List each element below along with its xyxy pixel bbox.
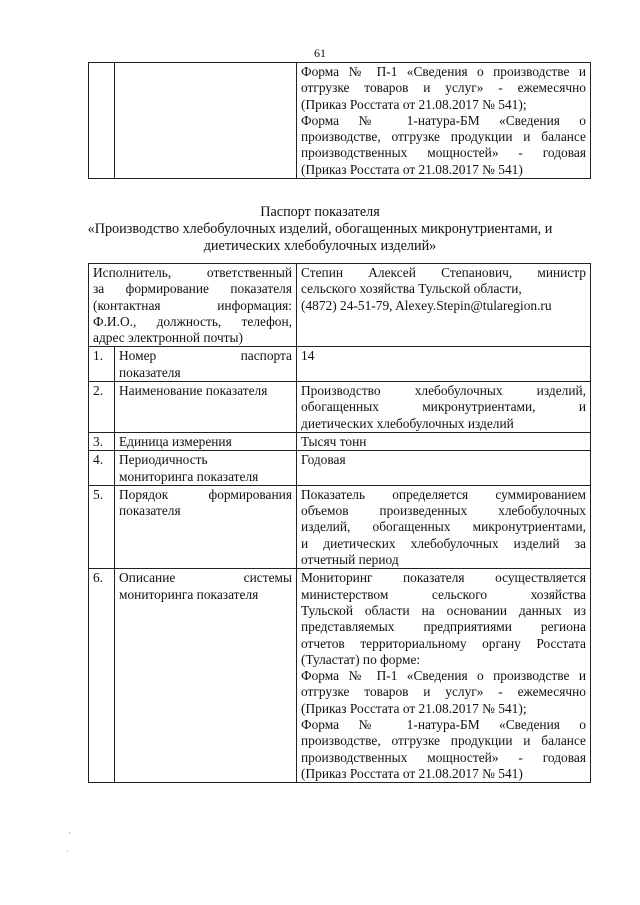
row-label-line: Порядок формирования xyxy=(119,486,292,502)
row-value-line: (Приказ Росстата от 21.08.2017 № 541) xyxy=(301,765,523,781)
table-row-1 xyxy=(89,347,591,382)
row-value-line: (Туластат) по форме: xyxy=(301,651,421,667)
row-value xyxy=(297,569,591,783)
row-value-line: диетических хлебобулочных изделий xyxy=(301,415,514,431)
table-row-3 xyxy=(89,432,591,450)
row-value-line: и диетических хлебобулочных изделий за xyxy=(301,535,586,551)
executor-label-line: Исполнитель, ответственный xyxy=(93,265,292,280)
row-value-line: производственных мощностей» - годовая xyxy=(301,749,586,765)
continuation-table xyxy=(88,62,591,179)
row-value xyxy=(297,347,591,382)
continuation-value-cell xyxy=(297,63,591,179)
row-number: 6. xyxy=(89,569,115,783)
row-value-line: 14 xyxy=(301,348,315,364)
executor-label-line: (контактная информация: xyxy=(93,297,292,313)
row-value-line: министерством сельского хозяйства xyxy=(301,586,586,602)
executor-value-line: Степин Алексей Степанович, министр xyxy=(301,265,586,280)
continuation-line: (Приказ Росстата от 21.08.2017 № 541); xyxy=(301,96,527,112)
table-row-2 xyxy=(89,382,591,433)
row-value-line: представляемых предприятиями региона xyxy=(301,619,586,635)
row-value-line: отгрузке товаров и услуг» - ежемесячно xyxy=(301,684,586,700)
scan-speck: ˌ xyxy=(66,842,69,852)
row-value-line: Мониторинг показателя осуществляется xyxy=(301,570,586,586)
row-value-line: Форма № П-1 «Сведения о производстве и xyxy=(301,668,586,684)
row-label xyxy=(115,432,297,450)
continuation-label-cell xyxy=(115,63,297,179)
continuation-line: производстве, отгрузке продукции и балансе xyxy=(301,129,586,145)
row-label-line: мониторинга показателя xyxy=(119,586,259,602)
row-value-line: (Приказ Росстата от 21.08.2017 № 541); xyxy=(301,700,527,716)
row-value-line: Тысяч тонн xyxy=(301,433,367,449)
executor-row xyxy=(89,264,591,347)
continuation-line: Форма № 1-натура-БМ «Сведения о xyxy=(301,112,586,128)
row-number: 2. xyxy=(89,382,115,433)
row-value-line: изделий, обогащенных микронутриентами, xyxy=(301,519,586,535)
row-value-line: Показатель определяется суммированием xyxy=(301,486,586,502)
executor-label-line: Ф.И.О., должность, телефон, xyxy=(93,313,292,329)
row-label-line: Описание системы xyxy=(119,570,292,586)
scan-speck: · xyxy=(68,828,71,838)
passport-table xyxy=(88,263,591,783)
row-label-line: Периодичность xyxy=(119,452,208,468)
continuation-row xyxy=(89,63,591,179)
row-value-line: отчетный период xyxy=(301,552,399,568)
row-value xyxy=(297,485,591,568)
passport-heading xyxy=(0,204,640,255)
row-label xyxy=(115,451,297,486)
row-value xyxy=(297,382,591,433)
row-value-line: обогащенных микронутриентами, и xyxy=(301,399,586,415)
row-value xyxy=(297,432,591,450)
row-label xyxy=(115,569,297,783)
continuation-line: отгрузке товаров и услуг» - ежемесячно xyxy=(301,80,586,96)
table-row-6 xyxy=(89,569,591,783)
executor-value-cell xyxy=(297,264,591,347)
executor-value-line: (4872) 24-51-79, Alexey.Stepin@tularegion.ru xyxy=(301,297,552,313)
row-value-line: Тульской области на основании данных из xyxy=(301,602,586,618)
executor-value-line: сельского хозяйства Тульской области, xyxy=(301,281,522,297)
row-label-line: мониторинга показателя xyxy=(119,468,259,484)
continuation-line: Форма № П-1 «Сведения о производстве и xyxy=(301,64,586,79)
row-value-line: производстве, отгрузке продукции и балансе xyxy=(301,733,586,749)
row-label-line: Единица измерения xyxy=(119,433,232,449)
row-value-line: Форма № 1-натура-БМ «Сведения о xyxy=(301,717,586,733)
page-number: 61 xyxy=(314,46,326,60)
row-label-line: показателя xyxy=(119,503,181,519)
row-value-line: отчетов территориальному органу Росстата xyxy=(301,635,586,651)
executor-label-line: за формирование показателя xyxy=(93,281,292,297)
continuation-line: производственных мощностей» - годовая xyxy=(301,145,586,161)
continuation-num-cell xyxy=(89,63,115,179)
row-number: 5. xyxy=(89,485,115,568)
passport-subtitle-line-1: «Производство хлебобулочных изделий, обогащенных микронутриентами, и xyxy=(87,221,553,237)
row-label-line: показателя xyxy=(119,364,181,380)
row-label-line: Наименование показателя xyxy=(119,383,268,399)
table-row-4 xyxy=(89,451,591,486)
row-value xyxy=(297,451,591,486)
row-value-line: объемов произведенных хлебобулочных xyxy=(301,503,586,519)
passport-subtitle-line-2: диетических хлебобулочных изделий» xyxy=(203,238,437,254)
executor-label-line: адрес электронной почты) xyxy=(93,330,243,346)
row-value-line: Годовая xyxy=(301,452,346,468)
row-number: 3. xyxy=(89,432,115,450)
row-number: 1. xyxy=(89,347,115,382)
table-row-5 xyxy=(89,485,591,568)
row-number: 4. xyxy=(89,451,115,486)
row-label xyxy=(115,382,297,433)
row-label xyxy=(115,347,297,382)
passport-title: Паспорт показателя xyxy=(260,204,380,220)
row-label xyxy=(115,485,297,568)
continuation-line: (Приказ Росстата от 21.08.2017 № 541) xyxy=(301,161,523,177)
row-label-line: Номер паспорта xyxy=(119,348,292,364)
row-value-line: Производство хлебобулочных изделий, xyxy=(301,383,586,399)
executor-label-cell xyxy=(89,264,297,347)
